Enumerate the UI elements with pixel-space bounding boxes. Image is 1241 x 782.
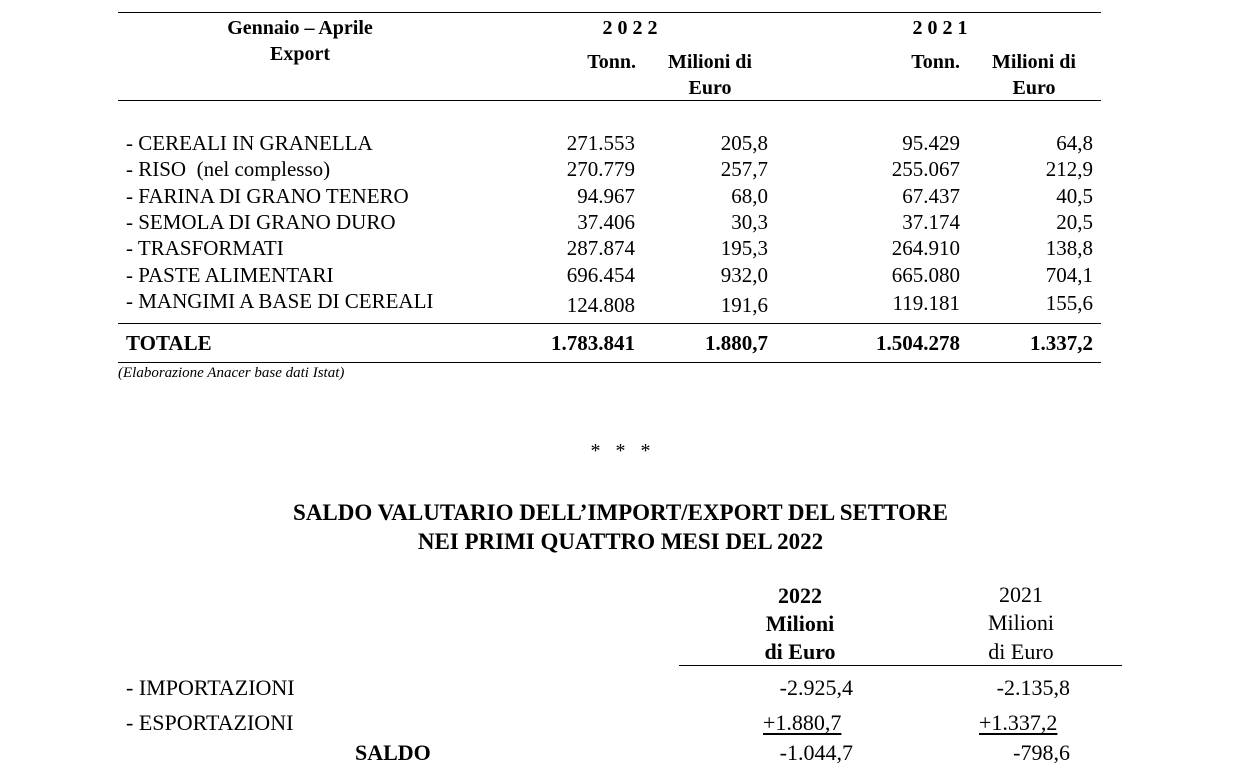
total-top-rule xyxy=(118,323,1101,324)
saldo-title-line2: NEI PRIMI QUATTRO MESI DEL 2022 xyxy=(417,529,824,554)
table-row xyxy=(0,130,1241,156)
row-label: - SEMOLA DI GRANO DURO xyxy=(126,210,396,234)
row-euro-2022: 932,0 xyxy=(720,263,768,287)
row-tonn-2021: 264.910 xyxy=(891,236,960,260)
row-label: - CEREALI IN GRANELLA xyxy=(126,131,373,155)
header-year-2022: 2 0 2 2 xyxy=(602,17,658,39)
header-milioni-2022-l1: Milioni di xyxy=(668,51,752,73)
saldo-result-2022: -1.044,7 xyxy=(779,740,853,765)
row-tonn-2022: 287.874 xyxy=(566,236,635,260)
row-tonn-2022: 270.779 xyxy=(566,157,635,181)
saldo-header-2021-l1: Milioni xyxy=(987,610,1054,635)
row-euro-2021: 212,9 xyxy=(1045,157,1093,181)
row-tonn-2022: 94.967 xyxy=(577,184,635,208)
saldo-header-2021-l2: di Euro xyxy=(988,639,1054,664)
header-bottom-rule xyxy=(118,100,1101,101)
row-euro-2021: 704,1 xyxy=(1045,263,1093,287)
row-label: - MANGIMI A BASE DI CEREALI xyxy=(126,289,434,313)
row-tonn-2021: 119.181 xyxy=(892,291,960,315)
row-label: - TRASFORMATI xyxy=(126,236,284,260)
saldo-row-export-label: - ESPORTAZIONI xyxy=(126,710,294,735)
row-euro-2021: 40,5 xyxy=(1056,184,1093,208)
saldo-result-2021: -798,6 xyxy=(1013,740,1070,765)
row-euro-2022: 205,8 xyxy=(720,131,768,155)
header-tonn-2022: Tonn. xyxy=(587,51,636,73)
table-top-rule xyxy=(118,12,1101,13)
row-label: - RISO (nel complesso) xyxy=(126,157,331,181)
row-euro-2022: 257,7 xyxy=(720,157,768,181)
row-tonn-2021: 67.437 xyxy=(902,184,960,208)
header-year-2021: 2 0 2 1 xyxy=(912,17,968,39)
saldo-header-2022-l1: Milioni xyxy=(765,611,835,636)
row-euro-2021: 138,8 xyxy=(1045,236,1093,260)
header-tonn-2021: Tonn. xyxy=(911,51,960,73)
saldo-row-import-2022: -2.925,4 xyxy=(779,675,853,700)
total-euro-2022: 1.880,7 xyxy=(705,331,768,355)
table-row xyxy=(0,262,1241,288)
row-euro-2021: 64,8 xyxy=(1056,131,1093,155)
row-euro-2022: 191,6 xyxy=(720,293,768,317)
table-row xyxy=(0,235,1241,261)
saldo-header-2022-year: 2022 xyxy=(778,583,822,608)
source-note: (Elaborazione Anacer base dati Istat) xyxy=(118,365,345,381)
row-tonn-2021: 37.174 xyxy=(902,210,960,234)
saldo-header-2021-year: 2021 xyxy=(999,582,1043,607)
row-euro-2022: 68,0 xyxy=(731,184,768,208)
saldo-row-export-2021: +1.337,2 xyxy=(979,710,1058,735)
header-type: Export xyxy=(270,43,330,65)
row-tonn-2022: 124.808 xyxy=(566,293,635,317)
section-separator: * * * xyxy=(590,440,651,462)
total-tonn-2022: 1.783.841 xyxy=(551,331,635,355)
row-tonn-2022: 37.406 xyxy=(577,210,635,234)
header-period: Gennaio – Aprile xyxy=(227,17,373,39)
table-row xyxy=(0,183,1241,209)
row-euro-2021: 155,6 xyxy=(1045,291,1093,315)
saldo-title-line1: SALDO VALUTARIO DELL’IMPORT/EXPORT DEL SETTORE xyxy=(293,500,948,525)
table-row xyxy=(0,209,1241,235)
row-label: - PASTE ALIMENTARI xyxy=(126,263,334,287)
row-tonn-2021: 665.080 xyxy=(891,263,960,287)
saldo-row-export-2022: +1.880,7 xyxy=(763,710,842,735)
row-tonn-2021: 255.067 xyxy=(891,157,960,181)
row-tonn-2022: 696.454 xyxy=(566,263,635,287)
saldo-header-rule xyxy=(679,665,1122,666)
header-milioni-2022-l2: Euro xyxy=(688,77,732,99)
row-tonn-2022: 271.553 xyxy=(566,131,635,155)
row-euro-2022: 195,3 xyxy=(720,236,768,260)
row-tonn-2021: 95.429 xyxy=(902,131,960,155)
total-label: TOTALE xyxy=(126,331,212,355)
total-tonn-2021: 1.504.278 xyxy=(876,331,960,355)
row-label: - FARINA DI GRANO TENERO xyxy=(126,184,409,208)
total-row xyxy=(0,330,1241,356)
saldo-result-label: SALDO xyxy=(355,740,431,765)
table-row xyxy=(0,156,1241,182)
row-euro-2021: 20,5 xyxy=(1056,210,1093,234)
header-milioni-2021-l1: Milioni di xyxy=(992,51,1076,73)
saldo-row-import-label: - IMPORTAZIONI xyxy=(126,675,295,700)
total-euro-2021: 1.337,2 xyxy=(1030,331,1093,355)
table-row xyxy=(0,290,1241,316)
saldo-header-2022-l2: di Euro xyxy=(764,639,836,664)
saldo-row-import-2021: -2.135,8 xyxy=(996,675,1070,700)
row-euro-2022: 30,3 xyxy=(731,210,768,234)
header-milioni-2021-l2: Euro xyxy=(1012,77,1056,99)
table-bottom-rule xyxy=(118,362,1101,363)
